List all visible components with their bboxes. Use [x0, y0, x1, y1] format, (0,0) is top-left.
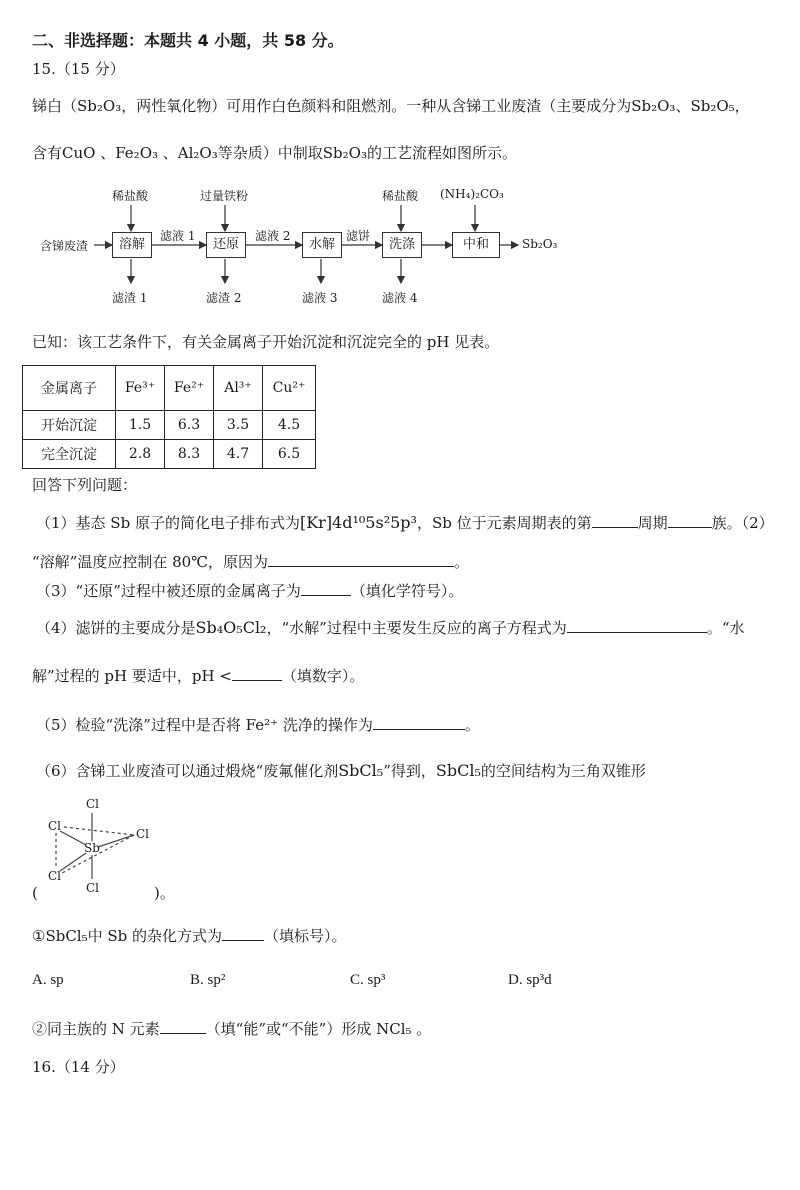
diagram-paren-open: ( — [32, 884, 38, 902]
ion-ph-table — [22, 365, 316, 469]
step-neutralize: 中和 — [452, 232, 500, 258]
answer-prompt: 回答下列问题： — [32, 476, 138, 494]
output-residue-2: 滤渣 2 — [206, 291, 242, 305]
table-header-row — [23, 366, 316, 411]
subquestion-3: （3）“还原”过程中被还原的金属离子为 （填化学符号）。 — [36, 582, 464, 600]
subquestion-4-line2: 解”过程的 pH 要适中，pH < （填数字）。 — [32, 667, 365, 685]
table-cell: 3.5 — [214, 411, 263, 440]
table-cell: 开始沉淀 — [23, 411, 116, 440]
arrow-label-filtrate-1: 滤液 1 — [160, 229, 196, 243]
atom-label: Cl — [48, 869, 62, 883]
atom-label-center: Sb — [84, 841, 100, 855]
table-cell: 6.5 — [263, 440, 316, 469]
answer-blank[interactable] — [222, 926, 264, 941]
atom-label: Cl — [86, 797, 100, 811]
output-residue-1: 滤渣 1 — [112, 291, 148, 305]
diagram-paren-close: )。 — [154, 884, 175, 902]
option-c[interactable]: C. sp³ — [350, 972, 386, 988]
step-dissolve: 溶解 — [112, 232, 152, 258]
atom-label: Cl — [48, 819, 62, 833]
flow-start-label: 含锑废渣 — [40, 239, 89, 253]
answer-blank[interactable] — [301, 581, 351, 596]
table-cell: 4.7 — [214, 440, 263, 469]
question-15-number: 15.（15 分） — [32, 60, 125, 78]
answer-blank[interactable] — [592, 513, 638, 528]
subquestion-2: “溶解”温度应控制在 80℃，原因为 。 — [32, 553, 469, 571]
table-cell: 8.3 — [165, 440, 214, 469]
subquestion-1: （1）基态 Sb 原子的简化电子排布式为[Kr]4d¹⁰5s²5p³，Sb 位于元素周期表的第 周期 族。（2） — [36, 513, 774, 532]
sbcl5-structure-diagram — [40, 793, 170, 898]
section-title: 二、非选择题：本题共 4 小题，共 58 分。 — [32, 31, 344, 50]
answer-blank[interactable] — [668, 513, 712, 528]
option-a[interactable]: A. sp — [32, 972, 64, 988]
subquestion-4: （4）滤饼的主要成分是Sb₄O₅Cl₂，“水解”过程中主要发生反应的离子方程式为 。“水 — [36, 618, 745, 637]
table-header-cell: Al³⁺ — [214, 366, 263, 411]
table-cell: 1.5 — [116, 411, 165, 440]
table-header-cell: 金属离子 — [23, 366, 116, 411]
answer-blank[interactable] — [567, 618, 707, 633]
option-b[interactable]: B. sp² — [190, 972, 226, 988]
table-cell: 4.5 — [263, 411, 316, 440]
output-filtrate-3: 滤液 3 — [302, 291, 338, 305]
subquestion-6-1: ①SbCl₅中 Sb 的杂化方式为 （填标号）。 — [32, 927, 347, 945]
answer-blank[interactable] — [373, 715, 465, 730]
subquestion-6-2: ②同主族的 N 元素 （填“能”或“不能”）形成 NCl₅ 。 — [32, 1020, 432, 1038]
table-row — [23, 411, 316, 440]
reagent-ammonium-carbonate: (NH₄)₂CO₃ — [440, 187, 504, 201]
table-cell: 6.3 — [165, 411, 214, 440]
option-d[interactable]: D. sp³d — [508, 972, 552, 988]
process-flow-chart — [40, 185, 580, 310]
step-hydrolyze: 水解 — [302, 232, 342, 258]
reagent-iron-powder: 过量铁粉 — [200, 189, 249, 203]
answer-blank[interactable] — [268, 552, 454, 567]
table-row — [23, 440, 316, 469]
step-wash: 洗涤 — [382, 232, 422, 258]
flow-product-label: Sb₂O₃ — [522, 237, 558, 251]
reagent-hcl-1: 稀盐酸 — [112, 189, 149, 203]
q15-intro-line1: 锑白（Sb₂O₃，两性氧化物）可用作白色颜料和阻燃剂。一种从含锑工业废渣（主要成分为Sb₂O₃、Sb₂O₅， — [32, 97, 750, 115]
subquestion-6: （6）含锑工业废渣可以通过煅烧“废氟催化剂SbCl₅”得到，SbCl₅的空间结构为三角双锥形 — [36, 761, 646, 780]
subquestion-5: （5）检验“洗涤”过程中是否将 Fe²⁺ 洗净的操作为 。 — [36, 716, 480, 734]
arrow-label-filter-cake: 滤饼 — [346, 229, 371, 243]
reagent-hcl-2: 稀盐酸 — [382, 189, 419, 203]
known-info: 已知：该工艺条件下，有关金属离子开始沉淀和沉淀完全的 pH 见表。 — [32, 333, 500, 351]
table-header-cell: Cu²⁺ — [263, 366, 316, 411]
table-header-cell: Fe³⁺ — [116, 366, 165, 411]
question-16-number: 16.（14 分） — [32, 1058, 125, 1076]
arrow-label-filtrate-2: 滤液 2 — [255, 229, 291, 243]
output-filtrate-4: 滤液 4 — [382, 291, 418, 305]
answer-blank[interactable] — [160, 1019, 206, 1034]
table-cell: 2.8 — [116, 440, 165, 469]
q15-intro-line2: 含有CuO 、Fe₂O₃ 、Al₂O₃等杂质）中制取Sb₂O₃的工艺流程如图所示。 — [32, 144, 517, 162]
step-reduce: 还原 — [206, 232, 246, 258]
atom-label: Cl — [136, 827, 150, 841]
atom-label: Cl — [86, 881, 100, 895]
answer-blank[interactable] — [232, 666, 282, 681]
table-cell: 完全沉淀 — [23, 440, 116, 469]
table-header-cell: Fe²⁺ — [165, 366, 214, 411]
